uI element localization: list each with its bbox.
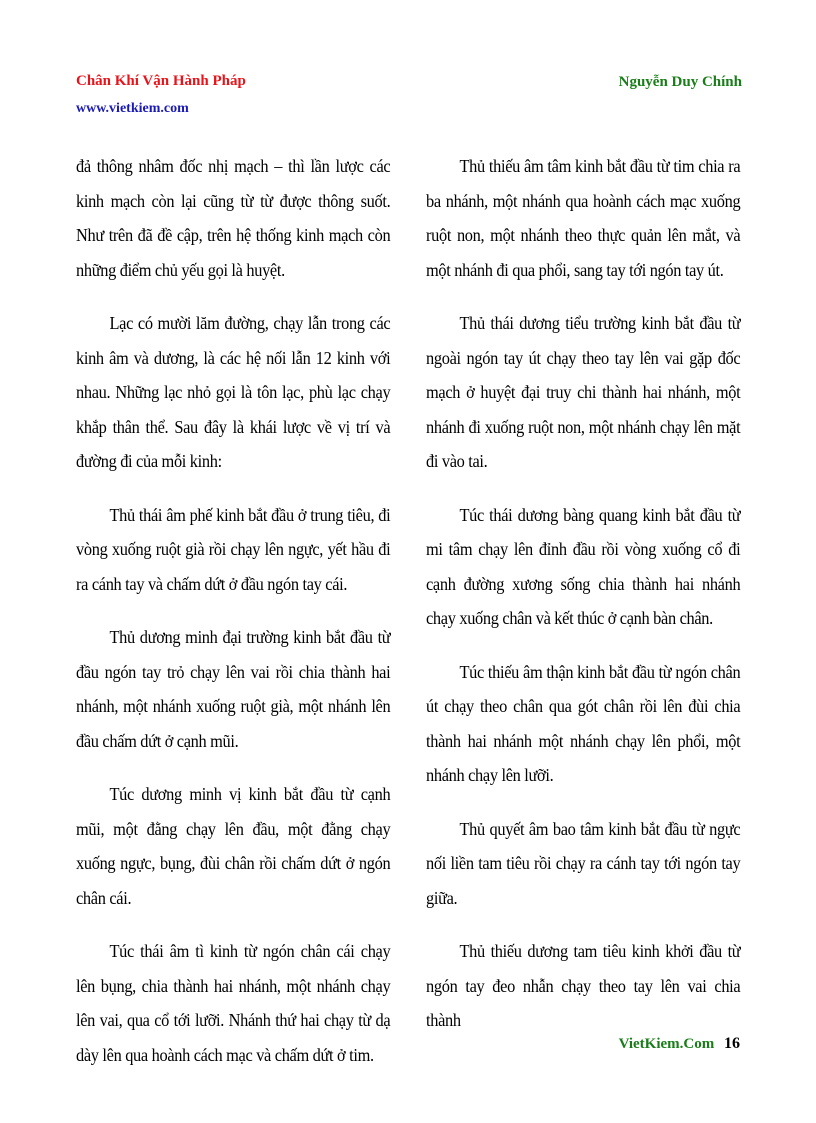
paragraph: Túc dương minh vị kinh bắt đầu từ cạnh mũi, một đằng chạy lên đầu, một đằng chạy xuống ngực, bụng, đùi chân rồi chấm dứt ở ngón chân cái. xyxy=(76,784,391,908)
paragraph: Lạc có mười lăm đường, chạy lẫn trong các kinh âm và dương, là các hệ nối lẫn 12 kinh với nhau. Những lạc nhỏ gọi là tôn lạc, phù lạc chạy khắp thân thể. Sau đây là khái lược về vị trí và đường đi của mỗi kinh: xyxy=(76,313,391,471)
paragraph: đả thông nhâm đốc nhị mạch – thì lần lược các kinh mạch còn lại cũng từ từ được thông suốt. Như trên đã đề cập, trên hệ thống kinh mạch còn những điểm chủ yếu gọi là huyệt. xyxy=(76,156,391,280)
paragraph: Thủ quyết âm bao tâm kinh bắt đầu từ ngực nối liền tam tiêu rồi chạy ra cánh tay tới ngón tay giữa. xyxy=(426,818,741,908)
document-title: Chân Khí Vận Hành Pháp xyxy=(76,73,246,89)
page-header-left xyxy=(76,72,246,118)
paragraph: Thủ thái dương tiểu trường kinh bắt đầu từ ngoài ngón tay út chạy theo tay lên vai gặp đốc mạch ở huyệt đại truy chi thành hai nhánh, một nhánh đi xuống ruột non, một nhánh chạy lên mặt đi vào tai. xyxy=(426,313,741,471)
author-name: Nguyễn Duy Chính xyxy=(618,74,742,90)
paragraph: Thủ thiếu dương tam tiêu kinh khởi đầu từ ngón tay đeo nhẫn chạy theo tay lên vai chia thành xyxy=(426,941,741,1030)
paragraph: Túc thái âm tì kinh từ ngón chân cái chạy lên bụng, chia thành hai nhánh, một nhánh chạy lên vai, qua cổ tới lưỡi. Nhánh thứ hai chạy từ dạ dày lên qua hoành cách mạc và chấm dứt ở tim. xyxy=(76,941,391,1065)
right-text-column xyxy=(426,149,740,1057)
footer-site-link[interactable]: VietKiem.Com xyxy=(618,1036,715,1052)
page-footer xyxy=(619,1035,740,1053)
page-number: 16 xyxy=(724,1035,740,1052)
paragraph: Túc thiếu âm thận kinh bắt đầu từ ngón chân út chạy theo chân qua gót chân rồi lên đùi chia thành hai nhánh một nhánh chạy lên phổi, một nhánh chạy lên lưỡi. xyxy=(426,661,741,785)
left-text-column xyxy=(76,149,390,1091)
paragraph: Túc thái dương bàng quang kinh bắt đầu từ mi tâm chạy lên đỉnh đầu rồi vòng xuống cổ đi cạnh đường xương sống chia thành hai nhánh chạy xuống chân và kết thúc ở cạnh bàn chân. xyxy=(426,504,741,628)
paragraph: Thủ dương minh đại trường kinh bắt đầu từ đầu ngón tay trỏ chạy lên vai rồi chia thành hai nhánh, một nhánh xuống ruột già, một nhánh lên đầu chấm dứt ở cạnh mũi. xyxy=(76,627,391,751)
website-url[interactable]: www.vietkiem.com xyxy=(76,101,189,116)
paragraph: Thủ thái âm phế kinh bắt đầu ở trung tiêu, đi vòng xuống ruột già rồi chạy lên ngực, yết hầu đi ra cánh tay và chấm dứt ở đầu ngón tay cái. xyxy=(76,504,391,594)
paragraph: Thủ thiếu âm tâm kinh bắt đầu từ tim chia ra ba nhánh, một nhánh qua hoành cách mạc xuống ruột non, một nhánh theo thực quản lên mắt, và một nhánh đi qua phổi, sang tay tới ngón tay út. xyxy=(426,156,741,280)
